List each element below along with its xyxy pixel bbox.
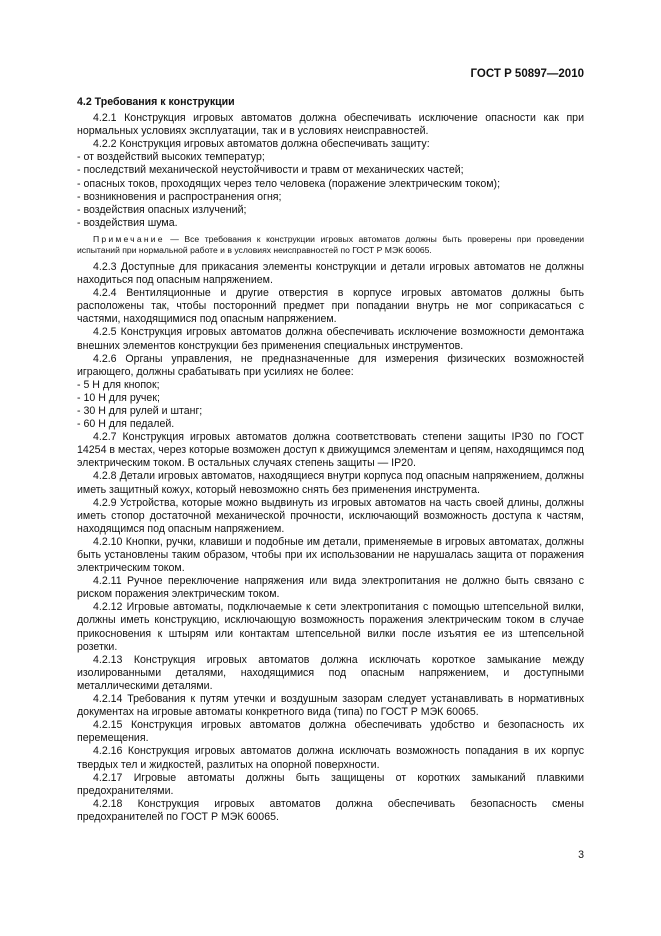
page-content (77, 96, 584, 824)
force-limits-list (77, 379, 584, 431)
paragraph-4-2-15: 4.2.15 Конструкция игровых автоматов должна обеспечивать удобство и безопасность их перемещения. (77, 719, 584, 745)
note (77, 234, 584, 257)
protection-list (77, 151, 584, 230)
list-item: - 60 Н для педалей. (77, 418, 175, 431)
paragraph-4-2-13: 4.2.13 Конструкция игровых автоматов должна исключать короткое замыкание между изолированными деталями, находящимися под опасным напряжением, и доступными металлическими деталями. (77, 653, 584, 692)
paragraph-4-2-16: 4.2.16 Конструкция игровых автоматов должна исключать возможность попадания в их корпус твердых тел и жидкостей, разлитых на опорной поверхности. (77, 745, 584, 771)
list-item: - последствий механической неустойчивости и травм от механических частей; (77, 164, 464, 177)
page-number: 3 (578, 849, 584, 861)
list-item: - 5 Н для кнопок; (77, 378, 160, 391)
list-item: - 10 Н для ручек; (77, 391, 160, 404)
list-item: - воздействия шума. (77, 216, 178, 229)
list-item: - 30 Н для рулей и штанг; (77, 404, 203, 417)
list-item: - опасных токов, проходящих через тело человека (поражение электрическим током); (77, 177, 501, 190)
section-title: 4.2 Требования к конструкции (77, 96, 235, 108)
document-code: ГОСТ Р 50897—2010 (470, 68, 584, 80)
list-item: - воздействия опасных излучений; (77, 203, 247, 216)
paragraph-4-2-11: 4.2.11 Ручное переключение напряжения или вида электропитания не должно быть связано с риском поражения электрическим током. (77, 575, 584, 601)
paragraph-4-2-2: 4.2.2 Конструкция игровых автоматов должна обеспечивать защиту: (93, 138, 430, 151)
paragraph-4-2-18: 4.2.18 Конструкция игровых автоматов должна обеспечивать безопасность смены предохранителей по ГОСТ Р МЭК 60065. (77, 797, 584, 823)
list-item: - возникновения и распространения огня; (77, 190, 282, 203)
note-label: Примечание (93, 233, 165, 244)
paragraph-4-2-7: 4.2.7 Конструкция игровых автоматов должна соответствовать степени защиты IP30 по ГОСТ 14254 в местах, через которые возможен доступ к движущимся элементам и цепям, находящимся под электрическим током. В остальных случаях степень защиты — IP20. (77, 431, 584, 470)
paragraph-4-2-1: 4.2.1 Конструкция игровых автоматов должна обеспечивать исключение опасности как при нормальных условиях эксплуатации, так и в условиях неисправностей. (77, 112, 584, 138)
paragraph-4-2-8: 4.2.8 Детали игровых автоматов, находящиеся внутри корпуса под опасным напряжением, должны иметь защитный кожух, который невозможно снять без применения инструмента. (77, 470, 584, 496)
note-text: — Все требования к конструкции игровых автоматов должны быть проверены при проведении испытаний при нормальной работе и в условиях неисправностей по ГОСТ Р МЭК 60065. (77, 233, 584, 256)
paragraph-4-2-6: 4.2.6 Органы управления, не предназначенные для измерения физических возможностей играющего, должны срабатывать при усилиях не более: (77, 352, 584, 378)
list-item: - от воздействий высоких температур; (77, 151, 265, 164)
paragraph-4-2-12: 4.2.12 Игровые автоматы, подключаемые к сети электропитания с помощью штепсельной вилки, должны иметь конструкцию, исключающую возможность поражения электрическим током в случае прикосновения к штырям или контактам штепсельной вилки после изъятия ее из штепсельной розетки. (77, 601, 584, 653)
paragraph-4-2-10: 4.2.10 Кнопки, ручки, клавиши и подобные им детали, применяемые в игровых автоматах, должны быть установлены таким образом, чтобы при их использовании не нарушалась защита от поражения электрическим током. (77, 535, 584, 575)
paragraph-4-2-5: 4.2.5 Конструкция игровых автоматов должна обеспечивать исключение возможности демонтажа внешних элементов конструкции без применения специальных инструментов. (77, 326, 584, 352)
paragraph-4-2-9: 4.2.9 Устройства, которые можно выдвинуть из игровых автоматов на часть своей длины, должны иметь стопор достаточной механической прочности, исключающий возможность доступа к частям, находящимся под опасным напряжением. (77, 496, 584, 535)
paragraph-4-2-17: 4.2.17 Игровые автоматы должны быть защищены от коротких замыканий плавкими предохранителями. (77, 771, 584, 797)
paragraph-4-2-14: 4.2.14 Требования к путям утечки и воздушным зазорам следует устанавливать в нормативных документах на игровые автоматы конкретного вида (типа) по ГОСТ Р МЭК 60065. (77, 693, 584, 719)
paragraph-4-2-3: 4.2.3 Доступные для прикасания элементы конструкции и детали игровых автоматов не должны находиться под опасным напряжением. (77, 260, 584, 287)
paragraph-4-2-4: 4.2.4 Вентиляционные и другие отверстия в корпусе игровых автоматов должны быть расположены так, чтобы посторонний предмет при попадании внутрь не мог соприкасаться с частями, находящимися под опасным напряжением. (77, 287, 584, 326)
